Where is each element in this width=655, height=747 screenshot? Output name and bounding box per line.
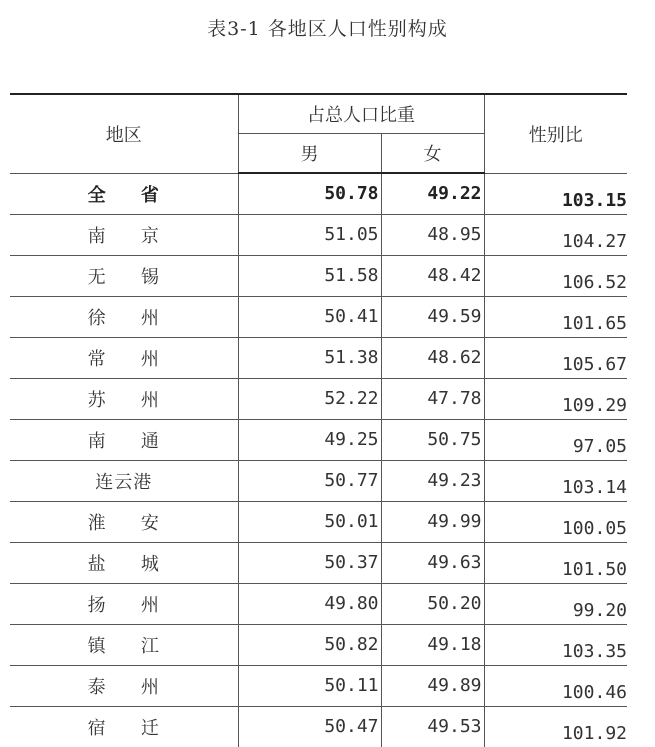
- cell-ratio: 100.46: [484, 665, 627, 706]
- table-title: 表3-1 各地区人口性别构成: [207, 18, 448, 40]
- table-row: [10, 337, 627, 378]
- cell-ratio: 100.05: [484, 501, 627, 542]
- cell-male: 50.47: [238, 706, 381, 747]
- table-row: [10, 296, 627, 337]
- header-male: 男: [238, 134, 381, 174]
- table-row: [10, 255, 627, 296]
- cell-region: 苏 州: [10, 378, 238, 419]
- table-row: [10, 624, 627, 665]
- table-row: [10, 214, 627, 255]
- table-row: [10, 542, 627, 583]
- cell-female: 47.78: [381, 378, 484, 419]
- cell-male: 50.01: [238, 501, 381, 542]
- cell-female: 49.63: [381, 542, 484, 583]
- header-ratio: 性别比: [484, 94, 627, 173]
- cell-region: 盐 城: [10, 542, 238, 583]
- cell-ratio: 101.92: [561, 722, 627, 744]
- cell-male: 49.25: [238, 419, 381, 460]
- cell-ratio: 105.67: [484, 337, 627, 378]
- cell-female: 49.99: [381, 501, 484, 542]
- cell-female: 48.62: [381, 337, 484, 378]
- cell-ratio: 101.50: [484, 542, 627, 583]
- cell-female: 48.95: [381, 214, 484, 255]
- cell-female: 50.75: [381, 419, 484, 460]
- cell-region: 全 省: [10, 173, 238, 214]
- table-row: [10, 706, 627, 747]
- cell-female: 50.20: [381, 583, 484, 624]
- cell-ratio: 101.65: [484, 296, 627, 337]
- cell-region: 淮 安: [10, 501, 238, 542]
- cell-male: 51.05: [238, 214, 381, 255]
- cell-male: 51.38: [238, 337, 381, 378]
- table-body: [10, 173, 627, 747]
- cell-region: 无 锡: [10, 255, 238, 296]
- table-row: [10, 665, 627, 706]
- cell-ratio: 109.29: [484, 378, 627, 419]
- cell-region: 泰 州: [10, 665, 238, 706]
- header-female: 女: [381, 134, 484, 174]
- cell-male: 49.80: [238, 583, 381, 624]
- cell-region: 连云港: [10, 460, 238, 501]
- cell-region: 扬 州: [10, 583, 238, 624]
- cell-region: 徐 州: [10, 296, 238, 337]
- table-row-total: [10, 173, 627, 214]
- cell-female: 49.53: [381, 706, 484, 747]
- cell-male: 50.82: [238, 624, 381, 665]
- cell-male: 50.77: [238, 460, 381, 501]
- cell-male: 50.41: [238, 296, 381, 337]
- population-sex-table: [10, 93, 627, 747]
- table-row: [10, 419, 627, 460]
- table-row: [10, 378, 627, 419]
- cell-ratio: 97.05: [484, 419, 627, 460]
- cell-male: 50.78: [238, 173, 381, 214]
- cell-female: 49.23: [381, 460, 484, 501]
- cell-male: 52.22: [238, 378, 381, 419]
- cell-region: 南 通: [10, 419, 238, 460]
- cell-female: 49.89: [381, 665, 484, 706]
- cell-male: 50.37: [238, 542, 381, 583]
- cell-female: 49.22: [381, 173, 484, 214]
- cell-ratio: 104.27: [484, 214, 627, 255]
- cell-female: 49.59: [381, 296, 484, 337]
- cell-ratio: 103.15: [484, 173, 627, 214]
- cell-ratio: 106.52: [484, 255, 627, 296]
- cell-region: 南 京: [10, 214, 238, 255]
- cell-male: 50.11: [238, 665, 381, 706]
- cell-region: 宿 迁: [10, 706, 238, 747]
- cell-female: 48.42: [381, 255, 484, 296]
- table-row: [10, 501, 627, 542]
- cell-ratio: 103.35: [484, 624, 627, 665]
- header-region: 地区: [10, 94, 238, 173]
- cell-region: 镇 江: [10, 624, 238, 665]
- table-row: [10, 583, 627, 624]
- table-row: [10, 460, 627, 501]
- cell-region: 常 州: [10, 337, 238, 378]
- cell-male: 51.58: [238, 255, 381, 296]
- cell-ratio: 103.14: [484, 460, 627, 501]
- header-share: 占总人口比重: [238, 94, 484, 134]
- cell-ratio: 99.20: [484, 583, 627, 624]
- cell-female: 49.18: [381, 624, 484, 665]
